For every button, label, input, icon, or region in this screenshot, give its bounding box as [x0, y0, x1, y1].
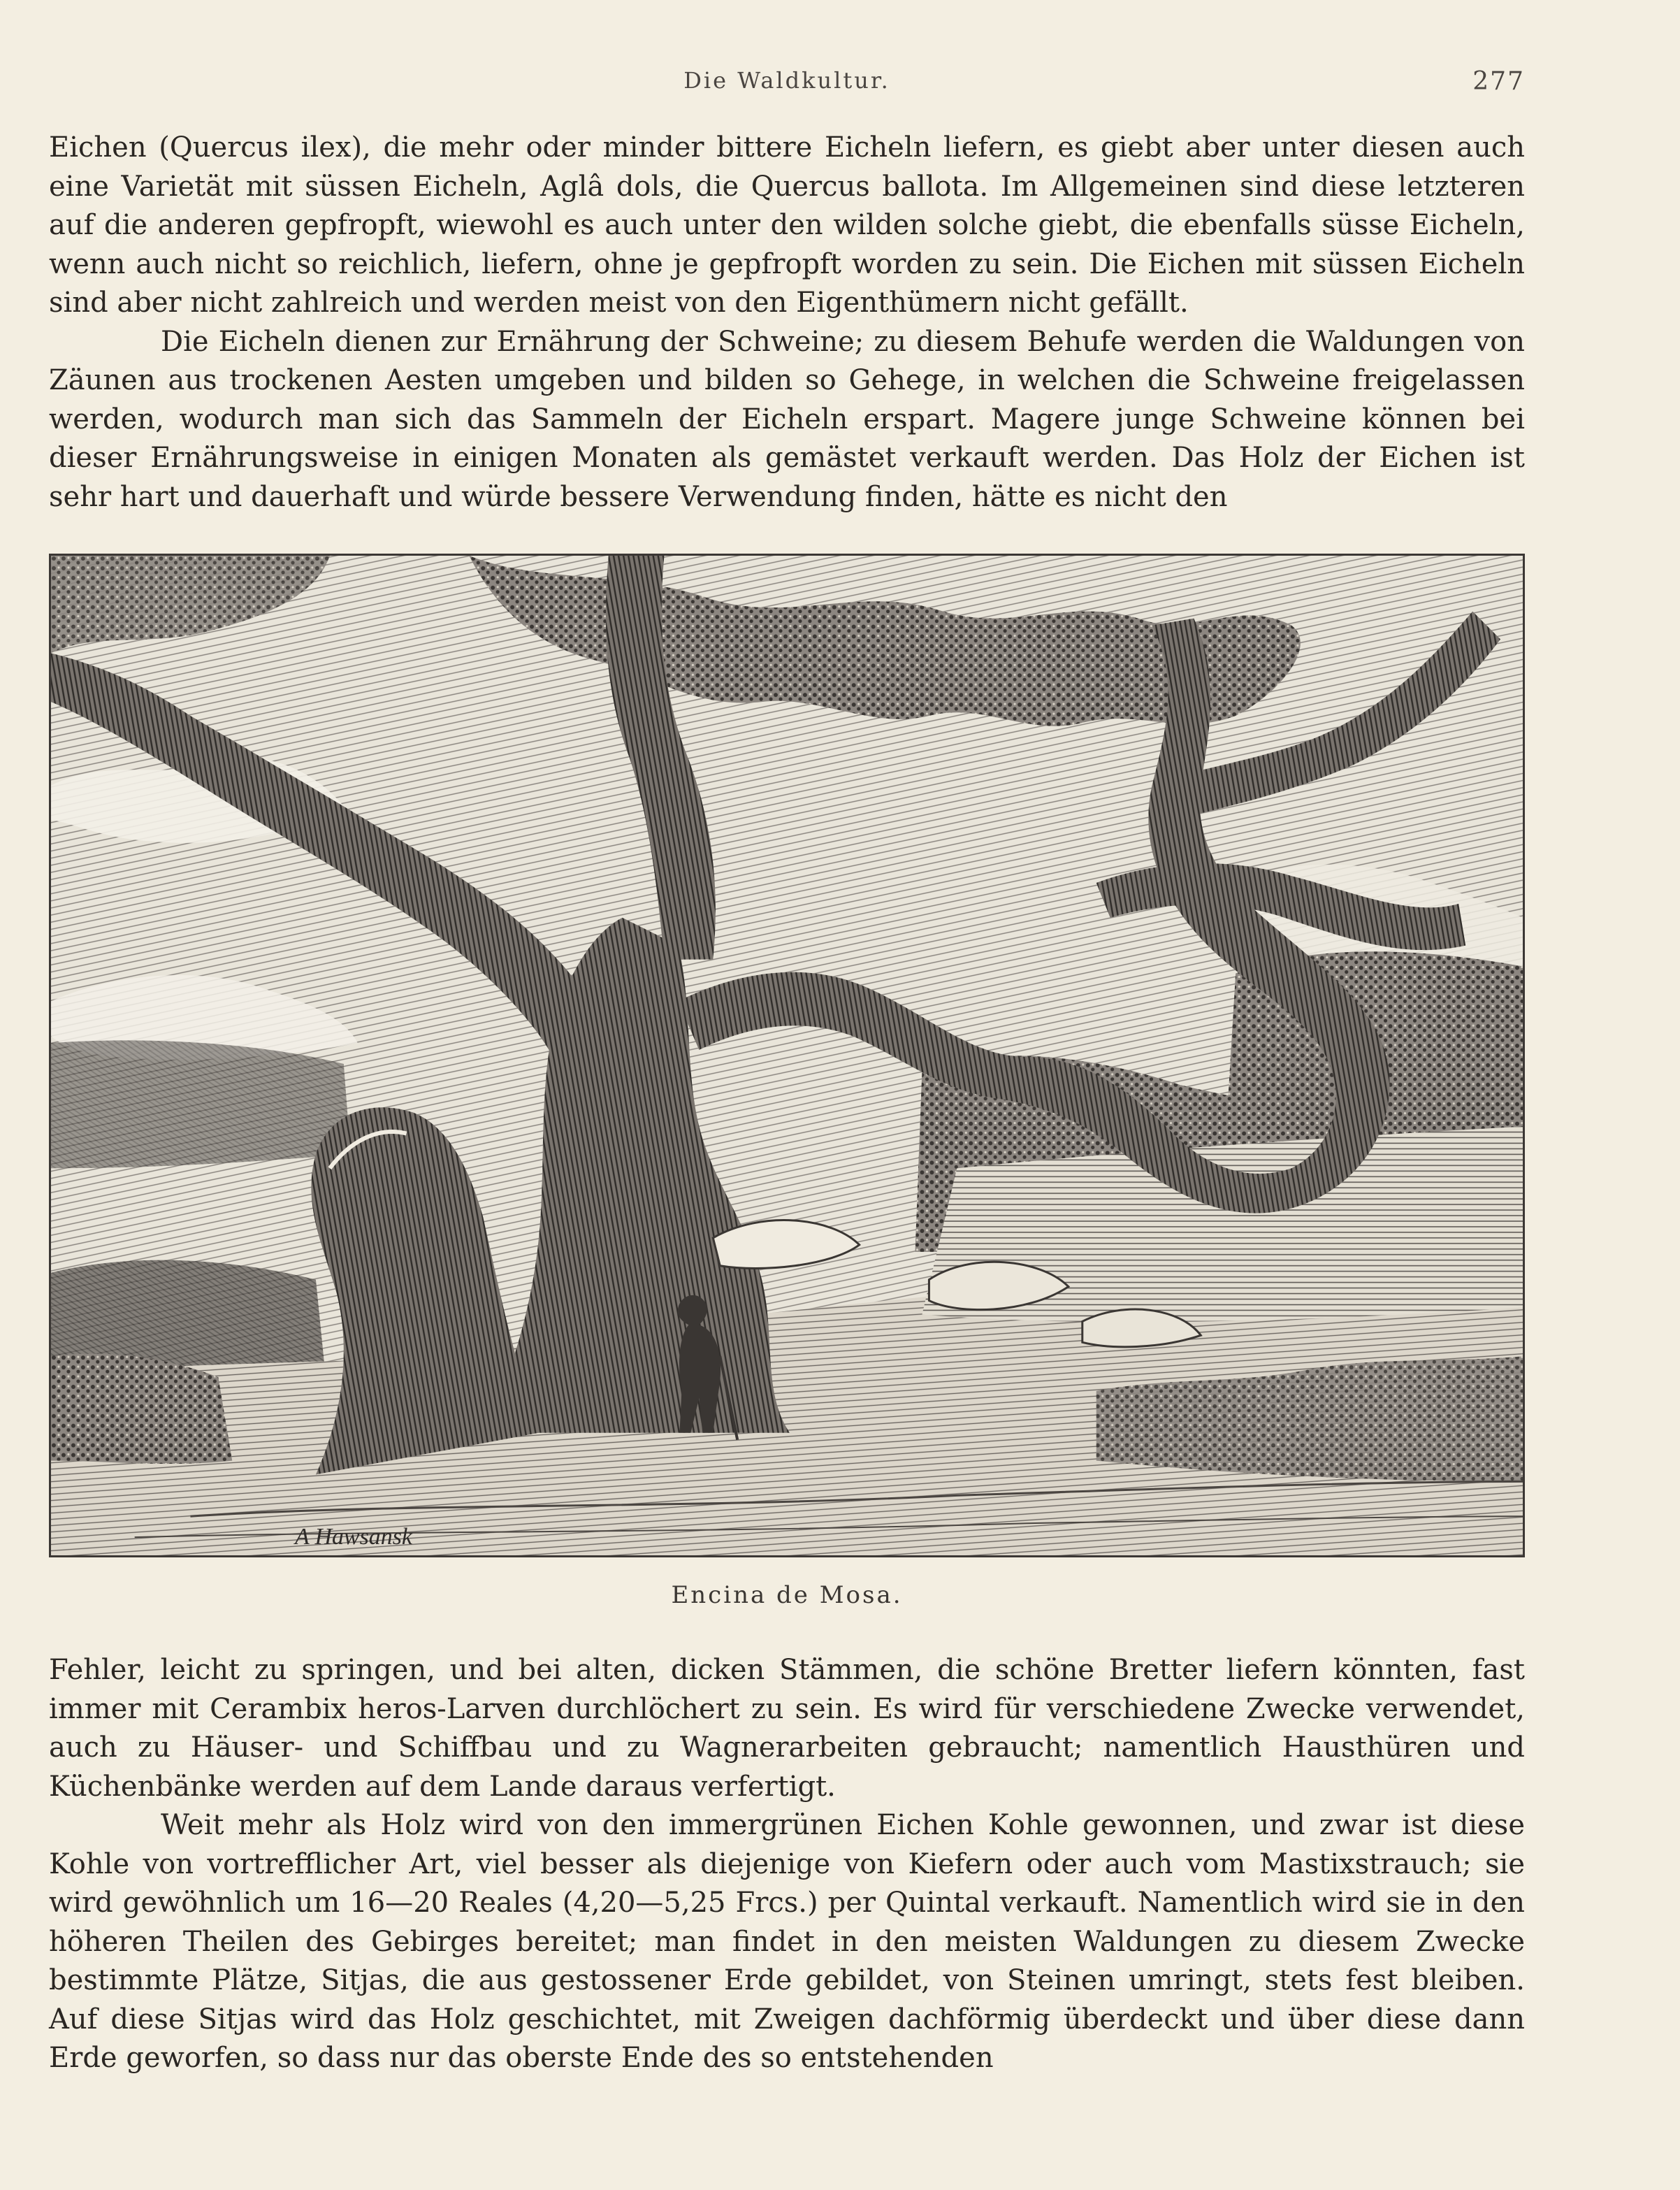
paragraph: Eichen (Quercus ilex), die mehr oder minder bittere Eicheln liefern, es giebt aber unter diesen auch eine Varietät mit süssen Eicheln, Aglâ dols, die Quercus ballota. Im Allgemeinen sind diese letzteren auf die anderen gepfropft, wiewohl es auch unter den wilden solche giebt, die ebenfalls süsse Eicheln, wenn auch nicht so reichlich, liefern, ohne je gepfropft worden zu sein. Die Eichen mit süssen Eicheln sind aber nicht zahlreich und werden meist von den Eigenthümern nicht gefällt. — [49, 131, 1525, 319]
page-number: 277 — [1472, 67, 1525, 96]
paragraph: Fehler, leicht zu springen, und bei alten, dicken Stämmen, die schöne Bretter liefern könnten, fast immer mit Cerambix heros-Larven durchlöchert zu sein. Es wird für verschiedene Zwecke verwendet, auch zu Häuser- und Schiffbau und zu Wagnerarbeiten gebraucht; namentlich Hausthüren und Küchenbänke werden auf dem Lande daraus verfertigt. — [49, 1654, 1525, 1803]
paragraph: Die Eicheln dienen zur Ernährung der Schweine; zu diesem Behufe werden die Waldungen von Zäunen aus trockenen Aesten umgeben und bilden so Gehege, in welchen die Schweine freigelassen werden, wodurch man sich das Sammeln der Eicheln erspart. Magere junge Schweine können bei dieser Ernährungsweise in einigen Monaten als gemästet verkauft werden. Das Holz der Eichen ist sehr hart und dauerhaft und würde bessere Verwendung finden, hätte es nicht den — [49, 325, 1525, 513]
page-header — [49, 67, 1525, 101]
running-title: Die Waldkultur. — [683, 67, 890, 94]
artist-signature: A Hawsansk — [295, 1524, 412, 1550]
figure-caption: Encina de Mosa. — [671, 1581, 903, 1609]
text-block-bottom — [49, 1651, 1525, 2078]
text-block-top — [49, 129, 1525, 517]
oak-tree-engraving — [51, 556, 1523, 1555]
paragraph: Weit mehr als Holz wird von den immergrünen Eichen Kohle gewonnen, und zwar ist diese Kohle von vortrefflicher Art, viel besser als diejenige von Kiefern oder auch vom Mastixstrauch; sie wird gewöhnlich um 16—20 Reales (4,20—5,25 Frcs.) per Quintal verkauft. Namentlich wird sie in den höheren Theilen des Gebirges bereitet; man findet in den meisten Waldungen zu diesem Zwecke bestimmte Plätze, Sitjas, die aus gestossener Erde gebildet, von Steinen umringt, stets fest bleiben. Auf diese Sitjas wird das Holz geschichtet, mit Zweigen dachförmig überdeckt und über diese dann Erde geworfen, so dass nur das oberste Ende des so entstehenden — [49, 1809, 1525, 2074]
engraving-illustration — [49, 554, 1525, 1557]
